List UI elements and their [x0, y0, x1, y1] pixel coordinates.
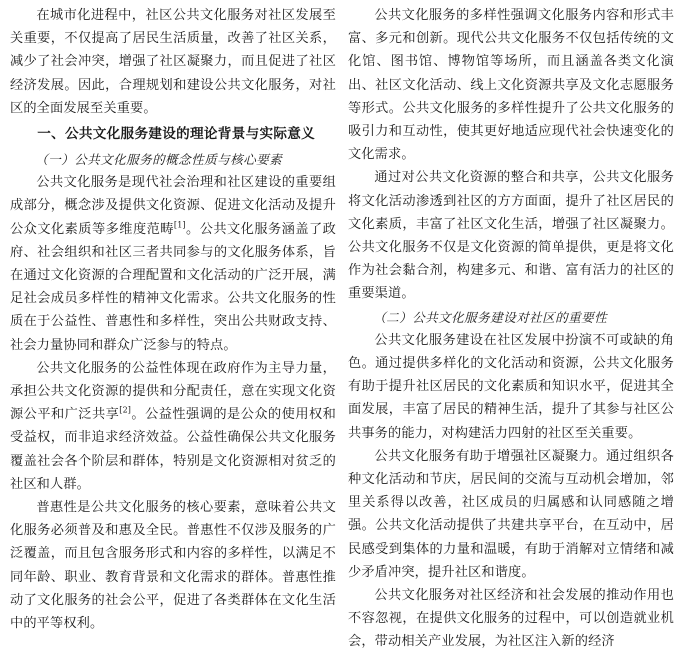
reference-1[interactable]: [1] — [173, 220, 186, 230]
concept-text-part-1: 公共文化服务是现代社会治理和社区建设的重要组成部分，概念涉及提供文化资源、促进文化活动及提升公众文化素质等多维度范畴 — [10, 175, 336, 237]
public-welfare-text-part-1: 公共文化服务的公益性体现在政府作为主导力量，承担公共文化资源的提供和分配责任，意在实现文化资源公平和广泛共享 — [10, 360, 336, 423]
role-paragraph: 公共文化服务建设在社区发展中扮演不可或缺的角色。通过提供多样化的文化活动和资源，公共文化服务有助于提升社区居民的文化素质和知识水平，促进其全面发展，丰富了居民的精神生活，提升了其参与社区公共事务的能力，对构建活力四射的社区至关重要。 — [348, 332, 674, 441]
economy-paragraph: 公共文化服务对社区经济和社会发展的推动作用也不容忽视，在提供文化服务的过程中，可以创造就业机会，带动相关产业发展，为社区注入新的经济 — [348, 588, 674, 650]
diversity-paragraph: 公共文化服务的多样性强调文化服务内容和形式丰富、多元和创新。现代公共文化服务不仅包括传统的文化馆、图书馆、博物馆等场所，而且涵盖各类文化演出、社区文化活动、线上文化资源共享及文化志愿服务等形式。公共文化服务的多样性提升了公共文化服务的吸引力和互动性，使其更好地适应现代社会快速变化的文化需求。 — [348, 8, 674, 163]
concept-paragraph — [10, 171, 336, 357]
subsection-heading-1: （一）公共文化服务的概念性质与核心要素 — [35, 152, 283, 168]
concept-text-part-2: 。公共文化服务涵盖了政府、社会组织和社区三者共同参与的文化服务体系，旨在通过文化资源的合理配置和文化活动的广泛开展，满足社会成员多样性的精神文化需求。公共文化服务的性质在于公益性、普惠性和多样性，突出公共财政支持、社会力量协同和群众广泛参与的特点。 — [10, 221, 336, 353]
public-welfare-paragraph — [10, 357, 336, 496]
reference-2[interactable]: [2] — [119, 405, 132, 415]
subsection-heading-2: （二）公共文化服务建设对社区的重要性 — [373, 309, 608, 325]
cohesion-paragraph: 公共文化服务有助于增强社区凝聚力。通过组织各种文化活动和节庆，居民间的交流与互动机会增加，邻里关系得以改善，社区成员的归属感和认同感随之增强。公共文化活动提供了共建共享平台，在互动中，居民感受到集体的力量和温暖，有助于消解对立情绪和减少矛盾冲突，提升社区和谐度。 — [348, 448, 674, 580]
public-welfare-text-part-2: 。公益性强调的是公众的使用权和受益权，而非追求经济效益。公益性确保公共文化服务覆盖社会各个阶层和群体，特别是文化资源相对贫乏的社区和人群。 — [10, 407, 337, 492]
intro-paragraph: 在城市化进程中，社区公共文化服务对社区发展至关重要，不仅提高了居民生活质量，改善了社区关系，减少了社会冲突，增强了社区凝聚力，而且促进了社区经济发展。因此，合理规划和建设公共文化服务，对社区的全面发展至关重要。 — [10, 8, 336, 116]
integration-paragraph: 通过对公共文化资源的整合和共享，公共文化服务将文化活动渗透到社区的方方面面，提升了社区居民的文化素质，丰富了社区文化生活，增强了社区凝聚力。公共文化服务不仅是文化资源的简单提供，更是将文化作为社会黏合剂，构建多元、和谐、富有活力的社区的重要渠道。 — [348, 170, 674, 302]
universality-paragraph: 普惠性是公共文化服务的核心要素，意味着公共文化服务必须普及和惠及全民。普惠性不仅涉及服务的广泛覆盖，而且包含服务形式和内容的多样性，以满足不同年龄、职业、教育背景和文化需求的群体。普惠性推动了文化服务的社会公平，促进了各类群体在文化生活中的平等权利。 — [10, 500, 336, 632]
section-heading: 一、公共文化服务建设的理论背景与实际意义 — [37, 126, 316, 143]
left-column — [10, 4, 336, 635]
right-column — [348, 4, 674, 654]
